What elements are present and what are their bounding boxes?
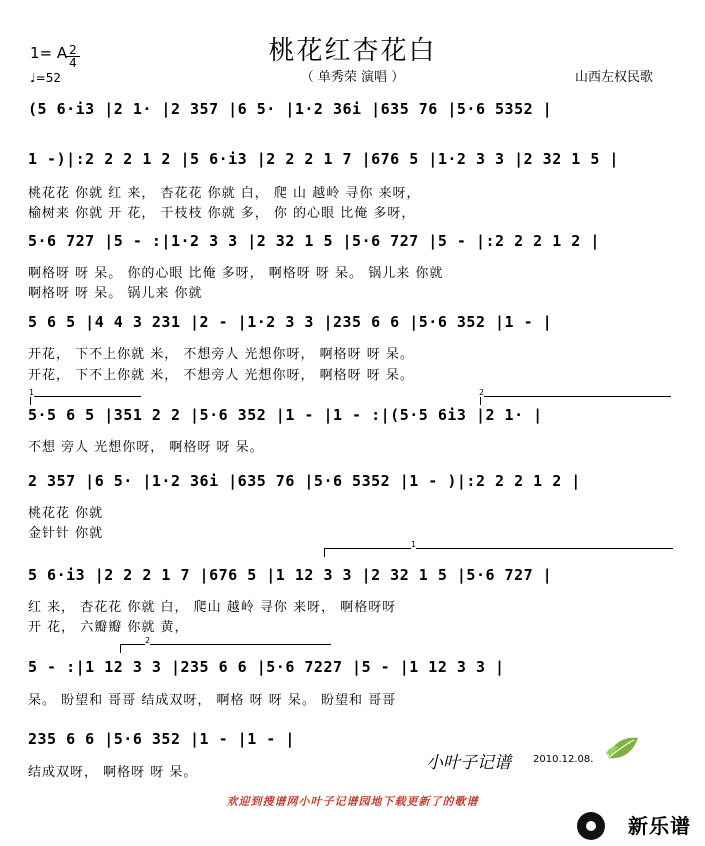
- score-line-3: 5·6 727 |5 - :|1·2 3 3 |2 32 1 5 |5·6 727 |5 - |:2 2 2 1 2 |: [28, 232, 600, 250]
- time-signature-bottom: 4: [69, 56, 77, 70]
- score-line-9: 235 6 6 |5·6 352 |1 - |1 - |: [28, 730, 295, 748]
- volta-bracket-4: 2: [120, 644, 331, 653]
- score-line-1: (5 6·i3 |2 1· |2 357 |6 5· |1·2 36i |635 76 |5·6 5352 |: [28, 100, 553, 118]
- score-line-7: 5 6·i3 |2 2 2 1 7 |676 5 |1 12 3 3 |2 32 1 5 |5·6 727 |: [28, 566, 553, 584]
- song-title: 桃花红杏花白: [268, 36, 437, 66]
- lyric-line-6a: 桃花花 你就: [28, 506, 104, 521]
- score-line-6: 2 357 |6 5· |1·2 36i |635 76 |5·6 5352 |1 - )|:2 2 2 1 2 |: [28, 472, 581, 490]
- score-line-4: 5 6 5 |4 4 3 231 |2 - |1·2 3 3 |235 6 6 |5·6 352 |1 - |: [28, 313, 553, 331]
- vinyl-record-icon: [577, 812, 605, 840]
- footer-notice: 欢迎到搜谱网小叶子记谱园地下载更新了的歌谱: [226, 795, 479, 808]
- lyric-line-4b: 开花， 下不上你就 米， 不想旁人 光想你呀， 啊格呀 呀 呆。: [28, 368, 414, 383]
- lyric-line-8a: 呆。 盼望和 哥哥 结成双呀， 啊格 呀 呀 呆。 盼望和 哥哥: [28, 693, 397, 708]
- lyric-line-7a: 红 来， 杏花花 你就 白， 爬山 越岭 寻你 来呀， 啊格呀呀: [28, 600, 397, 615]
- score-line-5: 5·5 6 5 |351 2 2 |5·6 352 |1 - |1 - :|(5·5 6i3 |2 1· |: [28, 406, 543, 424]
- lyric-line-9a: 结成双呀， 啊格呀 呀 呆。: [28, 765, 198, 780]
- tempo-marking: ♩=52: [30, 71, 61, 85]
- lyric-line-2b: 榆树来 你就 开 花， 干枝枝 你就 多， 你 的心眼 比俺 多呀，: [28, 206, 416, 221]
- lyric-line-5a: 不想 旁人 光想你呀， 啊格呀 呀 呆。: [28, 440, 264, 455]
- volta-bracket-3: 1: [324, 548, 673, 557]
- volta-bracket-2: 2: [480, 396, 671, 405]
- singer-credit: （ 单秀荣 演唱 ）: [300, 70, 405, 85]
- lyric-line-2a: 桃花花 你就 红 来， 杏花花 你就 白， 爬 山 越岭 寻你 来呀，: [28, 186, 421, 201]
- brand-name: 新乐谱: [628, 814, 691, 838]
- lyric-line-4a: 开花， 下不上你就 米， 不想旁人 光想你呀， 啊格呀 呀 呆。: [28, 347, 414, 362]
- time-signature-top: 2: [69, 43, 77, 57]
- volta-bracket-1: 1: [30, 396, 141, 405]
- lyric-line-3a: 啊格呀 呀 呆。 你的心眼 比俺 多呀， 啊格呀 呀 呆。 锅儿来 你就: [28, 266, 444, 281]
- key-signature: 1= A: [30, 44, 68, 62]
- leaf-icon: [604, 734, 640, 762]
- score-line-8: 5 - :|1 12 3 3 |235 6 6 |5·6 7227 |5 - |1 12 3 3 |: [28, 658, 505, 676]
- lyric-line-7b: 开 花， 六瓣瓣 你就 黄，: [28, 620, 189, 635]
- time-signature: [66, 44, 80, 69]
- lyric-line-3b: 啊格呀 呀 呆。 锅儿来 你就: [28, 286, 203, 301]
- song-origin: 山西左权民歌: [574, 70, 653, 85]
- transcriber-signature: 小叶子记谱: [426, 753, 511, 773]
- score-line-2: 1 -)|:2 2 2 1 2 |5 6·i3 |2 2 2 1 7 |676 5 |1·2 3 3 |2 32 1 5 |: [28, 150, 619, 168]
- transcription-date: 2010.12.08.: [533, 754, 594, 765]
- lyric-line-6b: 金针针 你就: [28, 526, 104, 541]
